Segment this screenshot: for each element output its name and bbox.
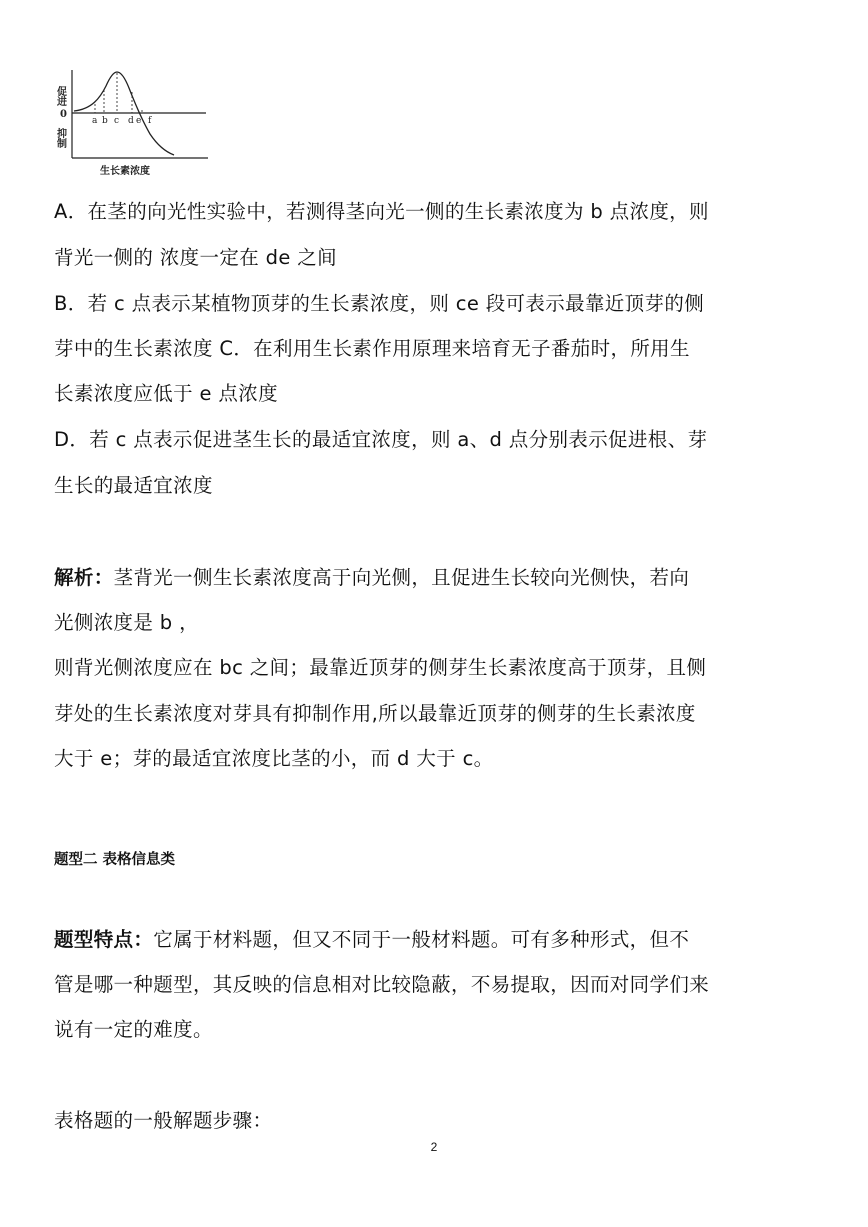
feature-line-3: 说有一定的难度。 (54, 1018, 213, 1041)
analysis-line-1 (54, 564, 689, 592)
point-f-label: f (148, 116, 152, 126)
option-a-line-1: A．在茎的向光性实验中，若测得茎向光一侧的生长素浓度为 b 点浓度，则 (54, 200, 709, 223)
point-a-label: a (92, 116, 98, 126)
feature-text-1: 它属于材料题，但又不同于一般材料题。可有多种形式，但不 (153, 928, 690, 951)
x-axis-label: 生长素浓度 (100, 166, 150, 177)
feature-line-2: 管是哪一种题型，其反映的信息相对比较隐蔽，不易提取，因而对同学们来 (54, 973, 710, 996)
section-heading: 题型二 表格信息类 (54, 852, 176, 868)
analysis-line-3: 则背光侧浓度应在 bc 之间；最靠近顶芽的侧芽生长素浓度高于顶芽，且侧 (54, 656, 707, 679)
option-b-line-1: B．若 c 点表示某植物顶芽的生长素浓度，则 ce 段可表示最靠近顶芽的侧 (54, 292, 705, 315)
point-d-label: d (128, 116, 134, 126)
y-inhibit-label: 抑制 (54, 128, 66, 148)
steps-line: 表格题的一般解题步骤： (54, 1109, 273, 1132)
analysis-line-2: 光侧浓度是 b ， (54, 611, 199, 634)
option-d-line-1: D．若 c 点表示促进茎生长的最适宜浓度，则 a、d 点分别表示促进根、芽 (54, 428, 708, 451)
y-zero-label: 0 (60, 109, 67, 120)
analysis-line-5: 大于 e；芽的最适宜浓度比茎的小，而 d 大于 c。 (54, 747, 494, 770)
point-c-label: c (114, 116, 120, 126)
point-b-label: b (102, 116, 108, 126)
y-promote-label: 促进 (54, 86, 66, 106)
page-number: 2 (430, 1140, 438, 1154)
feature-label: 题型特点： (54, 928, 154, 951)
auxin-curve-figure (44, 62, 214, 180)
option-d-line-2: 生长的最适宜浓度 (54, 474, 213, 497)
option-c-line: 长素浓度应低于 e 点浓度 (54, 382, 278, 405)
option-b-line-2: 芽中的生长素浓度 C．在利用生长素作用原理来培育无子番茄时，所用生 (54, 337, 690, 360)
point-e-label: e (136, 116, 142, 126)
feature-line-1 (54, 926, 689, 954)
analysis-text-1: 茎背光一侧生长素浓度高于向光侧，且促进生长较向光侧快，若向 (113, 566, 690, 589)
analysis-line-4: 芽处的生长素浓度对芽具有抑制作用,所以最靠近顶芽的侧芽的生长素浓度 (54, 702, 696, 725)
auxin-curve-svg (44, 62, 214, 180)
option-a-line-2: 背光一侧的 浓度一定在 de 之间 (54, 246, 337, 269)
analysis-label: 解析： (54, 566, 114, 589)
